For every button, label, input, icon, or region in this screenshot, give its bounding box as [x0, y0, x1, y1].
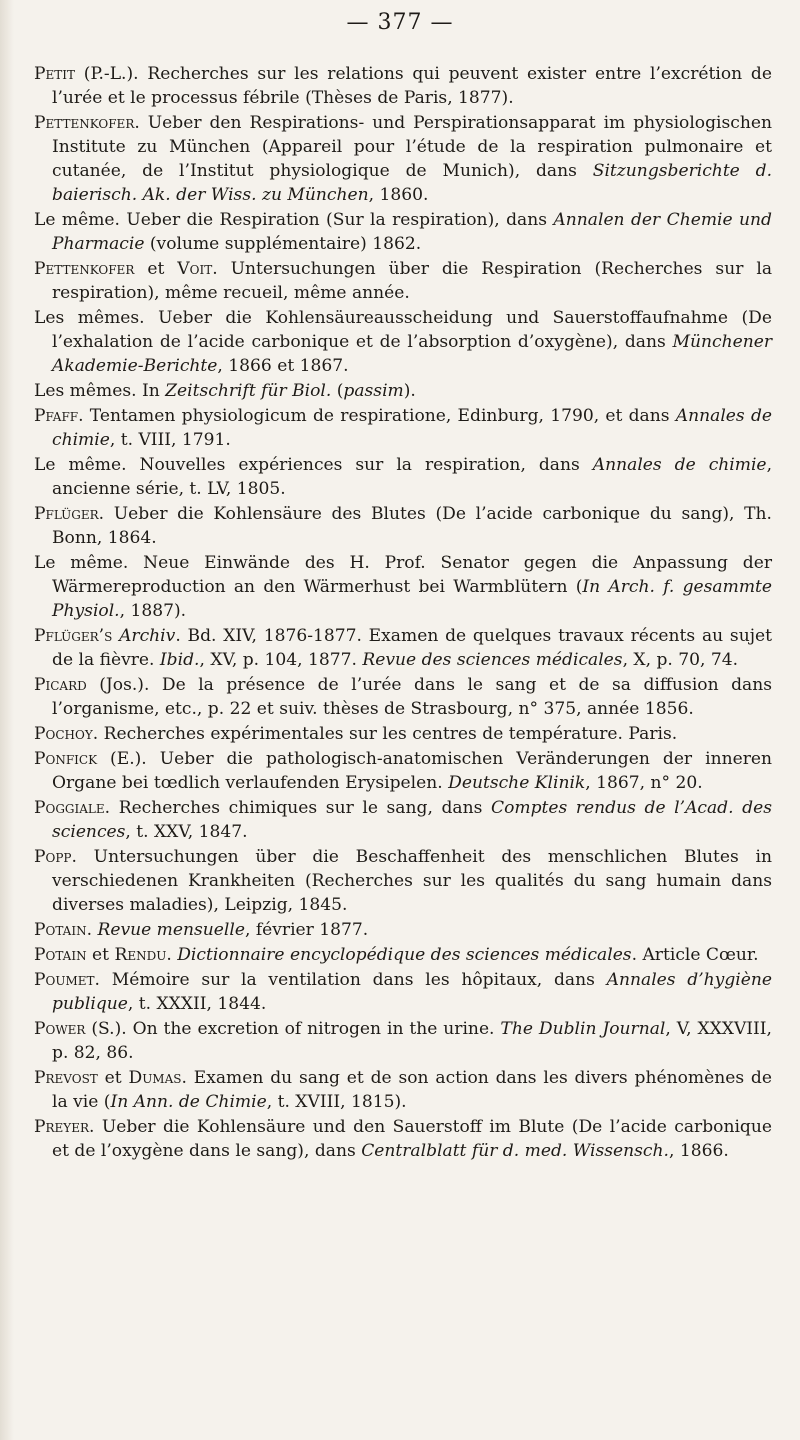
entry-source-title: Revue mensuelle [97, 920, 245, 940]
bibliography-entry [34, 845, 772, 917]
entry-source-title: Sitzungsberichte d. baierisch. Ak. der Wiss. zu München [52, 161, 773, 205]
entry-author: Voit [177, 259, 213, 279]
entry-text: . Ueber den Respirations- und Perspirationsapparat im physiologischen Institute zu München (Appareil pour l’étude de la respiration pulmonaire et cutanée, de l’Institut physiologique de Munich), dans [52, 113, 772, 181]
entry-text: et [86, 945, 115, 965]
entry-text: . Ueber die Kohlensäure des Blutes (De l’acide carbonique du sang), Th. Bonn, 1864. [52, 504, 772, 548]
entry-text: . Mémoire sur la ventilation dans les hôpitaux, dans [94, 970, 607, 990]
entry-text: . [86, 920, 98, 940]
bibliography-list [34, 62, 772, 1164]
entry-author: Picard [34, 675, 87, 695]
bibliography-entry [34, 551, 772, 623]
entry-text: , t. VIII, 1791. [109, 430, 231, 450]
entry-text: , X, p. 70, 74. [622, 650, 739, 670]
entry-author: Potain [34, 945, 87, 965]
entry-author: Dumas [128, 1068, 182, 1088]
entry-author: Poggiale [34, 798, 105, 818]
entry-author: Pflüger’s [34, 626, 113, 646]
entry-author: Pettenkofer [34, 113, 135, 133]
entry-author: Pfaff [34, 406, 79, 426]
entry-source-title: Ibid. [159, 650, 200, 670]
entry-text: Le même. Neue Einwände des H. Prof. Senator gegen die Anpassung der Wärmereproduction an den Wärmerhust bei Warmblütern ( [34, 553, 772, 597]
entry-text: . Bd. XIV, 1876-1877. Examen de quelques travaux récents au sujet de la fièvre. [52, 626, 772, 670]
entry-text: Les mêmes. Ueber die Kohlensäureausscheidung und Sauerstoffaufnahme (De l’exhalation de l’acide carbonique et de l’absorption d’oxygène), dans [34, 308, 772, 352]
entry-author: Popp [34, 847, 72, 867]
bibliography-entry [34, 673, 772, 721]
entry-text: Le même. Ueber die Respiration (Sur la respiration), dans [34, 210, 554, 230]
entry-source-title: Deutsche Klinik [448, 773, 586, 793]
entry-text: et [134, 259, 178, 279]
bibliography-entry [34, 624, 772, 672]
bibliography-entry [34, 404, 772, 452]
entry-text: . Recherches expérimentales sur les centres de température. Paris. [92, 724, 678, 744]
entry-text: , 1887). [119, 601, 187, 621]
entry-text: (Jos.). De la présence de l’urée dans le sang et de sa diffusion dans l’organisme, etc., p. 22 et suiv. thèses de Strasbourg, n° 375, année 1856. [52, 675, 772, 719]
entry-author: Petit [34, 64, 76, 84]
entry-author: Pochoy [34, 724, 93, 744]
entry-author: Rendu [114, 945, 167, 965]
entry-text: , 1860. [368, 185, 429, 205]
entry-text: , ancienne série, t. LV, 1805. [52, 455, 772, 499]
bibliography-entry [34, 722, 772, 746]
entry-text: . Untersuchungen über die Respiration (Recherches sur la respiration), même recueil, même année. [52, 259, 773, 303]
entry-text: ). [403, 381, 416, 401]
entry-text: . Article Cœur. [631, 945, 759, 965]
bibliography-entry [34, 502, 772, 550]
bibliography-entry [34, 62, 772, 110]
entry-text: . Examen du sang et de son action dans les divers phénomènes de la vie ( [52, 1068, 772, 1112]
entry-text: (P.-L.). Recherches sur les relations qui peuvent exister entre l’excrétion de l’urée et le processus fébrile (Thèses de Paris, 1877). [52, 64, 772, 108]
entry-text: . Tentamen physiologicum de respiratione, Edinburg, 1790, et dans [78, 406, 676, 426]
bibliography-entry [34, 796, 772, 844]
entry-source-title: Annales de chimie [592, 455, 767, 475]
entry-text: , XV, p. 104, 1877. [199, 650, 363, 670]
bibliography-entry [34, 111, 772, 207]
bibliography-entry [34, 257, 772, 305]
entry-text: . Untersuchungen über die Beschaffenheit des menschlichen Blutes in verschiedenen Krankheiten (Recherches sur les qualités du sang humain dans diverses maladies), Leipzig, 1845. [52, 847, 772, 915]
bibliography-entry [34, 1017, 772, 1065]
entry-text: , t. XXXII, 1844. [127, 994, 267, 1014]
entry-author: Prevost [34, 1068, 98, 1088]
entry-text: (S.). On the excretion of nitrogen in the urine. [85, 1019, 501, 1039]
entry-source-title: Archiv [119, 626, 176, 646]
entry-author: Potain [34, 920, 87, 940]
entry-author: Poumet [34, 970, 95, 990]
entry-source-title: Münchener Akademie-Berichte [52, 332, 772, 376]
entry-text: . [166, 945, 178, 965]
bibliography-entry [34, 747, 772, 795]
bibliography-entry [34, 208, 772, 256]
entry-source-title: Comptes rendus de l’Acad. des sciences [52, 798, 772, 842]
entry-text: (volume supplémentaire) 1862. [144, 234, 422, 254]
entry-source-title: Annales d’hygiène publique [52, 970, 772, 1014]
bibliography-entry [34, 1115, 772, 1163]
entry-author: Preyer [34, 1117, 90, 1137]
entry-text: Les mêmes. In [34, 381, 166, 401]
page-gutter-shadow [0, 0, 14, 1440]
bibliography-entry [34, 918, 772, 942]
bibliography-entry [34, 306, 772, 378]
entry-text: , 1866 et 1867. [217, 356, 349, 376]
entry-text: . Recherches chimiques sur le sang, dans [104, 798, 491, 818]
entry-source-title: In Ann. de Chimie [110, 1092, 267, 1112]
entry-source-title: passim [343, 381, 404, 401]
entry-source-title: Annalen der Chemie und Pharmacie [52, 210, 772, 254]
entry-text: Le même. Nouvelles expériences sur la respiration, dans [34, 455, 593, 475]
page-number: — 377 — [346, 10, 454, 35]
entry-text: et [97, 1068, 129, 1088]
entry-source-title: Revue des sciences médicales [362, 650, 623, 670]
bibliography-entry [34, 968, 772, 1016]
bibliography-entry [34, 379, 772, 403]
entry-text: , 1866. [668, 1141, 729, 1161]
entry-author: Pflüger [34, 504, 99, 524]
entry-author: Pettenkofer [34, 259, 135, 279]
entry-source-title: Zeitschrift für Biol. [165, 381, 332, 401]
entry-source-title: Dictionnaire encyclopédique des sciences médicales [177, 945, 632, 965]
entry-author: Power [34, 1019, 86, 1039]
bibliography-entry [34, 453, 772, 501]
entry-source-title: Annales de chimie [52, 406, 772, 450]
entry-text: (E.). Ueber die pathologisch-anatomischen Veränderungen der inneren Organe bei tœdlich verlaufenden Erysipelen. [52, 749, 772, 793]
entry-text: . Ueber die Kohlensäure und den Sauerstoff im Blute (De l’acide carbonique et de l’oxygène dans le sang), dans [52, 1117, 772, 1161]
bibliography-entry [34, 943, 772, 967]
entry-source-title: Centralblatt für d. med. Wissensch. [361, 1141, 669, 1161]
entry-text: , V, XXXVIII, p. 82, 86. [52, 1019, 772, 1063]
entry-text: ( [331, 381, 344, 401]
bibliography-entry [34, 1066, 772, 1114]
entry-source-title: In Arch. f. gesammte Physiol. [52, 577, 773, 621]
entry-text: , février 1877. [244, 920, 369, 940]
entry-author: Ponfick [34, 749, 98, 769]
entry-source-title: The Dublin Journal [500, 1019, 666, 1039]
entry-text: , t. XXV, 1847. [125, 822, 248, 842]
entry-text: , t. XVIII, 1815). [266, 1092, 407, 1112]
entry-text: , 1867, n° 20. [585, 773, 703, 793]
